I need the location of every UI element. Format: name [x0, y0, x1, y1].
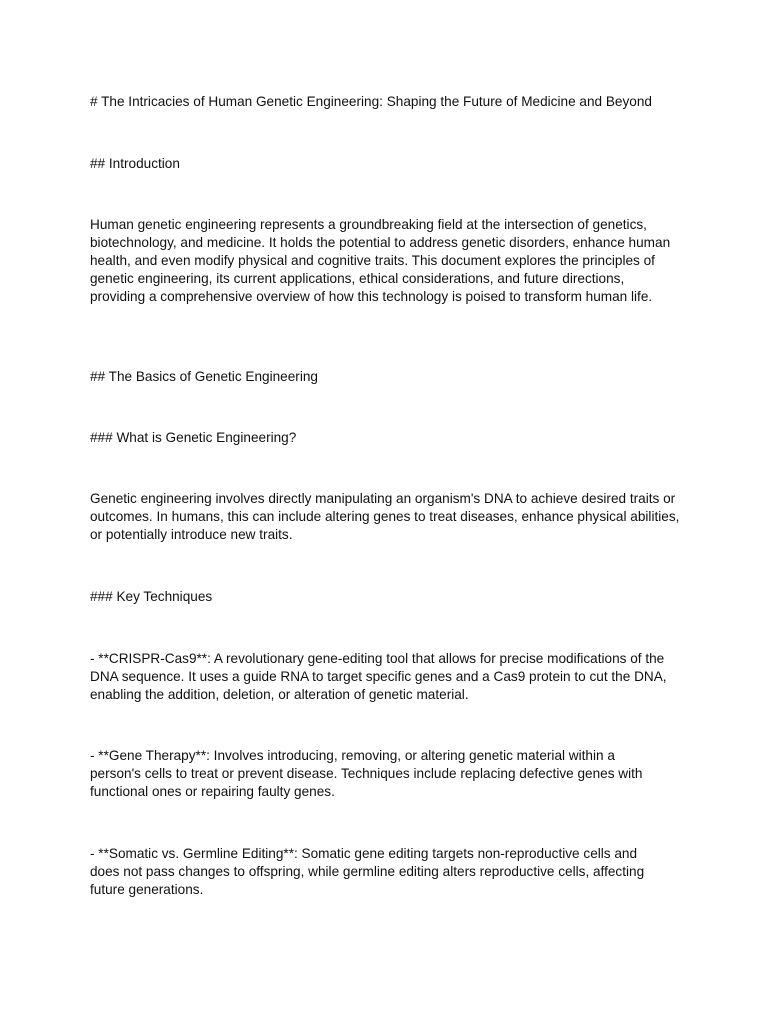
technique-crispr-item: - **CRISPR-Cas9**: A revolutionary gene-editing tool that allows for precise modifications of the DNA sequence. It uses a guide RNA to target specific genes and a Cas9 protein to cut the DNA, enabling the addition, deletion, or alteration of genetic material. [90, 651, 667, 703]
key-techniques-heading: ### Key Techniques [90, 589, 213, 604]
what-is-genetic-engineering-paragraph: Genetic engineering involves directly manipulating an organism's DNA to achieve desired traits or outcomes. In humans, this can include altering genes to treat diseases, enhance physical abilities, or potentially introduce new traits. [90, 491, 680, 543]
document-title: # The Intricacies of Human Genetic Engineering: Shaping the Future of Medicine and Beyond [90, 94, 652, 109]
introduction-paragraph: Human genetic engineering represents a groundbreaking field at the intersection of genetics, biotechnology, and medicine. It holds the potential to address genetic disorders, enhance human health, and even modify physical and cognitive traits. This document explores the principles of genetic engineering, its current applications, ethical considerations, and future directions, providing a comprehensive overview of how this technology is poised to transform human life. [90, 217, 671, 305]
technique-gene-therapy-item: - **Gene Therapy**: Involves introducing, removing, or altering genetic material within a person's cells to treat or prevent disease. Techniques include replacing defective genes with functional ones or repairing faulty genes. [90, 748, 643, 800]
introduction-heading: ## Introduction [90, 156, 180, 171]
what-is-genetic-engineering-heading: ### What is Genetic Engineering? [90, 430, 297, 445]
technique-somatic-germline-item: - **Somatic vs. Germline Editing**: Somatic gene editing targets non-reproductive cells and does not pass changes to offspring, while germline editing alters reproductive cells, affecting future generations. [90, 846, 645, 898]
basics-heading: ## The Basics of Genetic Engineering [90, 369, 318, 384]
